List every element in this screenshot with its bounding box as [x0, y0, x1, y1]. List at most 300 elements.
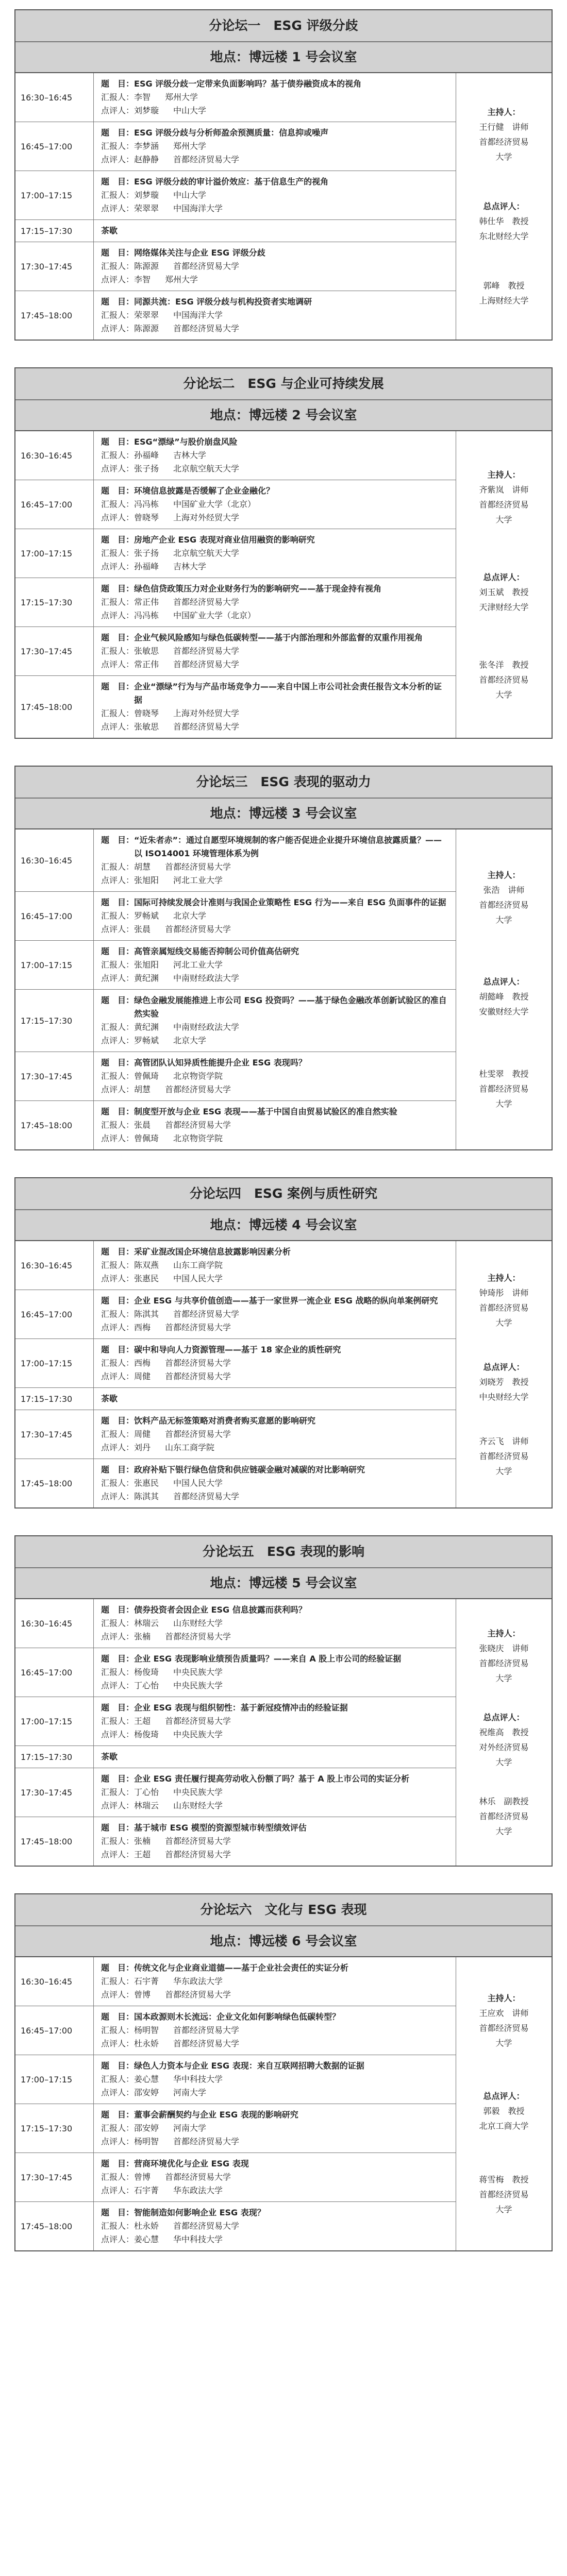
session-content: [94, 2104, 456, 2153]
person-line: 钟琦彤 讲师: [479, 1287, 529, 1298]
participant-line: [101, 1835, 449, 1848]
affiliation: 中国海洋大学: [173, 204, 223, 213]
session-time: 17:45–18:00: [15, 1459, 94, 1507]
session-row: [15, 242, 456, 291]
session-title: [101, 896, 449, 909]
title-text: 董事会薪酬契约与企业 ESG 表现的影响研究: [134, 2110, 298, 2120]
title-text: 网络媒体关注与企业 ESG 评级分歧: [134, 248, 265, 258]
presenter-name: 汇报人：姜心慧: [101, 2074, 159, 2084]
discussant-name: 点评人：罗畅斌: [101, 1036, 159, 1045]
participant-line: [101, 609, 449, 622]
forum-section: [14, 9, 553, 341]
participant-line: [101, 2219, 449, 2233]
participant-line: [101, 1490, 449, 1503]
participant-line: [101, 1321, 449, 1334]
presenter-name: 汇报人：荣翠翠: [101, 310, 159, 320]
affiliation: 首都经济贸易大学: [173, 155, 240, 164]
participant-line: [101, 511, 449, 524]
session-title: [101, 631, 449, 645]
affiliation: 首都经济贸易大学: [173, 2137, 240, 2146]
affiliation: 华中科技大学: [173, 2074, 223, 2084]
affiliation: 华中科技大学: [173, 2234, 223, 2244]
participant-line: [101, 1118, 449, 1132]
presenter-name: 汇报人：林瑞云: [101, 1618, 159, 1628]
forum-title: 分论坛一 ESG 评级分歧: [15, 10, 552, 42]
participant-line: [101, 720, 449, 734]
participant-line: [101, 2086, 449, 2099]
forum-title: 分论坛五 ESG 表现的影响: [15, 1536, 552, 1568]
session-time: 17:15–17:30: [15, 1746, 94, 1768]
forum-title: 分论坛二 ESG 与企业可持续发展: [15, 368, 552, 400]
forum-section: [14, 1177, 553, 1509]
session-content: [94, 1339, 456, 1387]
session-content: [94, 529, 456, 578]
title-text: 企业 ESG 表现影响业绩预告质量吗？——来自 A 股上市公司的经验证据: [134, 1654, 402, 1664]
forum-body: [15, 431, 552, 738]
title-text: 企业“漂绿”行为与产品市场竞争力——来自中国上市公司社会责任报告文本分析的证据: [134, 682, 442, 705]
title-label: 题 目：: [101, 1247, 135, 1257]
session-title: [101, 945, 449, 958]
session-content: [94, 676, 456, 738]
discussant-name: 点评人：陈源源: [101, 324, 159, 333]
participant-line: [101, 260, 449, 273]
participant-line: [101, 273, 449, 286]
affiliation: 中山大学: [173, 106, 207, 115]
discussant-name: 点评人：邵安婷: [101, 2088, 159, 2097]
participant-line: [101, 1786, 449, 1799]
session-list: [15, 1241, 456, 1507]
participant-line: [101, 1034, 449, 1047]
discussant-name: 点评人：张子扬: [101, 464, 159, 473]
session-title: [101, 1105, 449, 1118]
title-text: 智能制造如何影响企业 ESG 表现？: [134, 2208, 265, 2217]
host-group: [479, 105, 528, 164]
chair-column: [456, 829, 552, 1149]
session-title: [101, 1961, 449, 1975]
person-line: 张冬洋 教授: [479, 659, 529, 670]
person-line: 首都经济贸易: [479, 499, 529, 510]
title-text: 企业 ESG 责任履行提高劳动收入份额了吗？基于 A 股上市公司的实证分析: [134, 1774, 410, 1784]
host-group: [479, 1626, 528, 1686]
participant-line: [101, 91, 449, 104]
session-content: [94, 171, 456, 219]
presenter-name: 汇报人：石宇菁: [101, 1976, 159, 1986]
host-group: [479, 1270, 528, 1330]
affiliation: 上海对外经贸大学: [173, 708, 240, 718]
host-group: [479, 868, 528, 927]
affiliation: 中国人民大学: [173, 1274, 223, 1283]
role-label: 主持人：: [487, 1273, 521, 1283]
session-time: 17:45–18:00: [15, 2202, 94, 2250]
person-line: 大学: [495, 1826, 512, 1837]
discussant-name: 点评人：杨明智: [101, 2137, 159, 2146]
person-line: 刘晓芳 教授: [479, 1377, 529, 1387]
affiliation: 河北工业大学: [173, 960, 223, 970]
break-label: 茶歇: [101, 226, 118, 235]
discussant-name: 点评人：王超: [101, 1850, 151, 1859]
session-title: [101, 1603, 449, 1617]
title-text: 政府补贴下银行绿色信贷和供应链碳金融对减碳的对比影响研究: [134, 1465, 365, 1475]
discussant-name: 点评人：张旭阳: [101, 875, 159, 885]
forum-header: [15, 1894, 552, 1957]
person-line: 祝维高 教授: [479, 1727, 529, 1737]
person-line: 大学: [495, 1466, 512, 1476]
person-line: 林乐 副教授: [479, 1797, 529, 1807]
title-label: 题 目：: [101, 835, 135, 845]
forum-header: [15, 368, 552, 431]
affiliation: 首都经济贸易大学: [165, 1120, 231, 1130]
person-line: 首都经济贸易: [479, 1084, 529, 1094]
affiliation: 首都经济贸易大学: [165, 1429, 231, 1439]
session-time: 17:00–17:15: [15, 529, 94, 578]
forum-title: 分论坛四 ESG 案例与质性研究: [15, 1178, 552, 1210]
session-row: [15, 431, 456, 480]
chair-column: [456, 73, 552, 340]
affiliation: 华东政法大学: [173, 2185, 223, 2195]
role-label: 总点评人：: [483, 977, 525, 987]
session-title: [101, 1343, 449, 1357]
session-title: [101, 1294, 449, 1308]
session-time: 17:30–17:45: [15, 1410, 94, 1459]
person-line: 齐云飞 讲师: [479, 1436, 529, 1446]
session-content: [94, 1697, 456, 1745]
title-label: 题 目：: [101, 437, 135, 447]
affiliation: 首都经济贸易大学: [173, 1309, 240, 1319]
session-row: [15, 291, 456, 340]
participant-line: [101, 1083, 449, 1096]
title-label: 题 目：: [101, 1703, 135, 1713]
person-line: 首都经济贸易: [479, 1811, 529, 1822]
session-content: [94, 1052, 456, 1100]
participant-line: [101, 1132, 449, 1145]
participant-line: [101, 958, 449, 972]
person-line: 上海财经大学: [479, 295, 529, 306]
affiliation: 中国矿业大学（北京）: [173, 611, 256, 620]
participant-line: [101, 189, 449, 202]
person-line: 郭峰 教授: [483, 280, 525, 291]
participant-line: [101, 645, 449, 658]
title-label: 题 目：: [101, 2110, 135, 2120]
role-label: 总点评人：: [483, 1362, 525, 1372]
session-time: 17:00–17:15: [15, 171, 94, 219]
affiliation: 上海对外经贸大学: [173, 513, 240, 522]
title-label: 题 目：: [101, 1345, 135, 1354]
session-title: [101, 680, 449, 707]
reviewer-group: [479, 1794, 528, 1839]
session-content: [94, 73, 456, 122]
reviewer-group: [479, 278, 528, 308]
session-content: [94, 1241, 456, 1290]
discussant-name: 点评人：冯冯栋: [101, 611, 159, 620]
discussant-name: 点评人：常正伟: [101, 659, 159, 669]
session-list: [15, 1957, 456, 2250]
affiliation: 首都经济贸易大学: [165, 1371, 231, 1381]
person-line: 杜雯翠 教授: [479, 1069, 529, 1079]
affiliation: 北京物资学院: [173, 1071, 223, 1081]
session-row: [15, 1599, 456, 1648]
participant-line: [101, 2037, 449, 2050]
presenter-name: 汇报人：张惠民: [101, 1478, 159, 1488]
session-time: 16:30–16:45: [15, 1957, 94, 2006]
participant-line: [101, 1630, 449, 1643]
participant-line: [101, 1728, 449, 1741]
discussant-name: 点评人：黄纪渊: [101, 973, 159, 983]
person-line: 张浩 讲师: [483, 885, 525, 895]
affiliation: 北京物资学院: [173, 1133, 223, 1143]
session-content: [94, 480, 456, 529]
person-line: 大学: [495, 689, 512, 700]
title-label: 题 目：: [101, 897, 135, 907]
session-content: [94, 1599, 456, 1648]
presenter-name: 汇报人：李智: [101, 92, 151, 102]
affiliation: 首都经济贸易大学: [173, 646, 240, 656]
session-list: [15, 1599, 456, 1866]
title-label: 题 目：: [101, 2208, 135, 2217]
forum-venue: 地点：博远楼 2 号会议室: [210, 408, 357, 422]
title-label: 题 目：: [101, 177, 135, 187]
affiliation: 山东财经大学: [173, 1801, 223, 1810]
discussant-name: 点评人：姜心慧: [101, 2234, 159, 2244]
participant-line: [101, 2073, 449, 2086]
discussant-name: 点评人：曾晓琴: [101, 513, 159, 522]
title-label: 题 目：: [101, 1654, 135, 1664]
affiliation: 中央民族大学: [173, 1730, 223, 1739]
session-title: [101, 1245, 449, 1259]
session-title: [101, 246, 449, 260]
affiliation: 首都经济贸易大学: [173, 722, 240, 732]
session-title: [101, 435, 449, 449]
host-group: [479, 1991, 528, 2050]
affiliation: 河北工业大学: [173, 875, 223, 885]
role-label: 主持人：: [487, 469, 521, 480]
person-line: 张晓庆 讲师: [479, 1643, 529, 1653]
forum-section: [14, 1893, 553, 2251]
discussant-name: 点评人：石宇菁: [101, 2185, 159, 2195]
person-line: 大学: [495, 1757, 512, 1767]
presenter-name: 汇报人：张旭阳: [101, 960, 159, 970]
reviewer-group: [479, 1434, 528, 1479]
title-text: ESG 评级分歧的审计溢价效应：基于信息生产的视角: [134, 177, 329, 187]
session-title: [101, 1414, 449, 1428]
affiliation: 中央民族大学: [173, 1681, 223, 1690]
affiliation: 首都经济贸易大学: [165, 1716, 231, 1726]
participant-line: [101, 202, 449, 215]
presenter-name: 汇报人：陈淇其: [101, 1309, 159, 1319]
session-row: [15, 1052, 456, 1101]
person-line: 王应欢 讲师: [479, 2008, 529, 2019]
session-row: [15, 1768, 456, 1817]
session-title: [101, 1772, 449, 1786]
affiliation: 首都经济贸易大学: [173, 2025, 240, 2035]
title-text: 同源共流：ESG 评级分歧与机构投资者实地调研: [134, 297, 312, 307]
session-content: [94, 1957, 456, 2006]
person-line: 大学: [495, 1317, 512, 1328]
session-time: 17:45–18:00: [15, 1101, 94, 1149]
session-list: [15, 73, 456, 340]
title-label: 题 目：: [101, 2159, 135, 2168]
title-label: 题 目：: [101, 79, 135, 89]
session-time: 17:00–17:15: [15, 1697, 94, 1745]
affiliation: 首都经济贸易大学: [165, 1084, 231, 1094]
session-time: 17:15–17:30: [15, 578, 94, 626]
affiliation: 郑州大学: [165, 275, 198, 284]
presenter-name: 汇报人：张子扬: [101, 548, 159, 558]
chair-column: [456, 1599, 552, 1866]
title-text: 制度型开放与企业 ESG 表现——基于中国自由贸易试验区的准自然实验: [134, 1107, 397, 1116]
chair-column: [456, 1957, 552, 2250]
role-label: 总点评人：: [483, 201, 525, 211]
chair-column: [456, 431, 552, 738]
presenter-name: 汇报人：杨俊琦: [101, 1667, 159, 1677]
session-title: [101, 1463, 449, 1477]
session-title: [101, 1821, 449, 1835]
session-content: [94, 1410, 456, 1459]
participant-line: [101, 1715, 449, 1728]
presenter-name: 汇报人：张晨: [101, 1120, 151, 1130]
session-time: 16:45–17:00: [15, 480, 94, 529]
affiliation: 郑州大学: [173, 141, 207, 151]
discussant-name: 点评人：林瑞云: [101, 1801, 159, 1810]
session-row: [15, 122, 456, 171]
affiliation: 首都经济贸易大学: [173, 261, 240, 271]
session-row: [15, 1648, 456, 1697]
presenter-name: 汇报人：曾佩琦: [101, 1071, 159, 1081]
affiliation: 郑州大学: [165, 92, 198, 102]
title-text: 营商环境优化与企业 ESG 表现: [134, 2159, 249, 2168]
person-line: 首都经济贸易: [479, 674, 529, 685]
participant-line: [101, 923, 449, 936]
affiliation: 山东工商学院: [165, 1443, 215, 1452]
session-row: [15, 2055, 456, 2104]
person-line: 大学: [495, 152, 512, 162]
participant-line: [101, 1988, 449, 2002]
presenter-name: 汇报人：罗畅斌: [101, 911, 159, 921]
session-content: [94, 1648, 456, 1697]
presenter-name: 汇报人：西梅: [101, 1358, 151, 1368]
affiliation: 中国人民大学: [173, 1478, 223, 1488]
session-time: 17:30–17:45: [15, 242, 94, 291]
discussant-name: 点评人：李智: [101, 275, 151, 284]
session-title: [101, 126, 449, 140]
forum-venue: 地点：博远楼 5 号会议室: [210, 1575, 357, 1590]
forum-venue: 地点：博远楼 6 号会议室: [210, 1934, 357, 1948]
session-content: [94, 990, 456, 1052]
title-label: 题 目：: [101, 2012, 135, 2022]
affiliation: 中山大学: [173, 190, 207, 200]
role-label: 主持人：: [487, 1628, 521, 1638]
title-text: 国本政源则木长流远：企业文化如何影响绿色低碳转型？: [134, 2012, 341, 2022]
session-row: [15, 1101, 456, 1149]
participant-line: [101, 1799, 449, 1812]
session-row: [15, 892, 456, 941]
participant-line: [101, 860, 449, 874]
person-line: 首都经济贸易: [479, 1302, 529, 1313]
presenter-name: 汇报人：孙福峰: [101, 450, 159, 460]
title-label: 题 目：: [101, 1416, 135, 1426]
participant-line: [101, 596, 449, 609]
person-line: 大学: [495, 2204, 512, 2214]
discussant-name: 点评人：曾博: [101, 1990, 151, 1999]
title-text: ESG“漂绿”与股价崩盘风险: [134, 437, 238, 447]
session-content: [94, 1101, 456, 1149]
session-content: [94, 431, 456, 480]
person-line: 首都经济贸易: [479, 900, 529, 910]
affiliation: 首都经济贸易大学: [173, 597, 240, 607]
session-row: [15, 1388, 456, 1410]
session-content: [94, 1817, 456, 1866]
affiliation: 中央民族大学: [173, 1787, 223, 1797]
discussant-name: 点评人：荣翠翠: [101, 204, 159, 213]
session-title: [101, 2010, 449, 2024]
title-text: 环境信息披露是否缓解了企业金融化？: [134, 486, 275, 496]
forum-body: [15, 1599, 552, 1866]
title-label: 题 目：: [101, 248, 135, 258]
session-time: 16:30–16:45: [15, 1599, 94, 1648]
session-title: [101, 2206, 449, 2219]
title-text: 绿色人力资本与企业 ESG 表现：来自互联网招聘大数据的证据: [134, 2061, 364, 2071]
reviewer-group: [479, 657, 528, 702]
title-text: 饮料产品无标签策略对消费者购买意愿的影响研究: [134, 1416, 316, 1426]
title-text: 基于城市 ESG 模型的资源型城市转型绩效评估: [134, 1823, 307, 1833]
person-line: 东北财经大学: [479, 231, 529, 241]
person-line: 大学: [495, 2038, 512, 2048]
participant-line: [101, 658, 449, 671]
presenter-name: 汇报人：张敏思: [101, 646, 159, 656]
title-label: 题 目：: [101, 1058, 135, 1067]
forum-header: [15, 10, 552, 73]
session-time: 16:45–17:00: [15, 1648, 94, 1697]
participant-line: [101, 2024, 449, 2037]
session-time: 17:30–17:45: [15, 2153, 94, 2201]
presenter-name: 汇报人：刘梦璇: [101, 190, 159, 200]
participant-line: [101, 1617, 449, 1630]
session-row: [15, 1241, 456, 1290]
title-label: 题 目：: [101, 1963, 135, 1973]
session-row: [15, 480, 456, 529]
participant-line: [101, 2122, 449, 2135]
person-line: 大学: [495, 1099, 512, 1109]
discussant-name: 点评人：赵静静: [101, 155, 159, 164]
session-row: [15, 1957, 456, 2006]
forum-venue: 地点：博远楼 3 号会议室: [210, 806, 357, 821]
session-time: 17:30–17:45: [15, 627, 94, 675]
title-label: 题 目：: [101, 128, 135, 138]
session-content: [94, 122, 456, 171]
participant-line: [101, 972, 449, 985]
participant-line: [101, 309, 449, 322]
person-line: 安徽财经大学: [479, 1007, 529, 1017]
participant-line: [101, 153, 449, 166]
session-content: [94, 220, 456, 242]
forum-header: [15, 1536, 552, 1599]
affiliation: 北京大学: [173, 911, 207, 921]
session-row: [15, 2006, 456, 2055]
forum-section: [14, 1535, 553, 1867]
participant-line: [101, 140, 449, 153]
session-time: 16:30–16:45: [15, 73, 94, 122]
session-time: 16:45–17:00: [15, 122, 94, 171]
session-row: [15, 2104, 456, 2153]
presenter-name: 汇报人：胡慧: [101, 862, 151, 872]
participant-line: [101, 2233, 449, 2246]
affiliation: 首都经济贸易大学: [173, 324, 240, 333]
reviewer-group: [479, 974, 528, 1019]
discussant-name: 点评人：胡慧: [101, 1084, 151, 1094]
discussant-name: 点评人：张楠: [101, 1632, 151, 1641]
person-line: 王行健 讲师: [479, 122, 529, 132]
session-row: [15, 220, 456, 242]
session-title: [101, 1701, 449, 1715]
